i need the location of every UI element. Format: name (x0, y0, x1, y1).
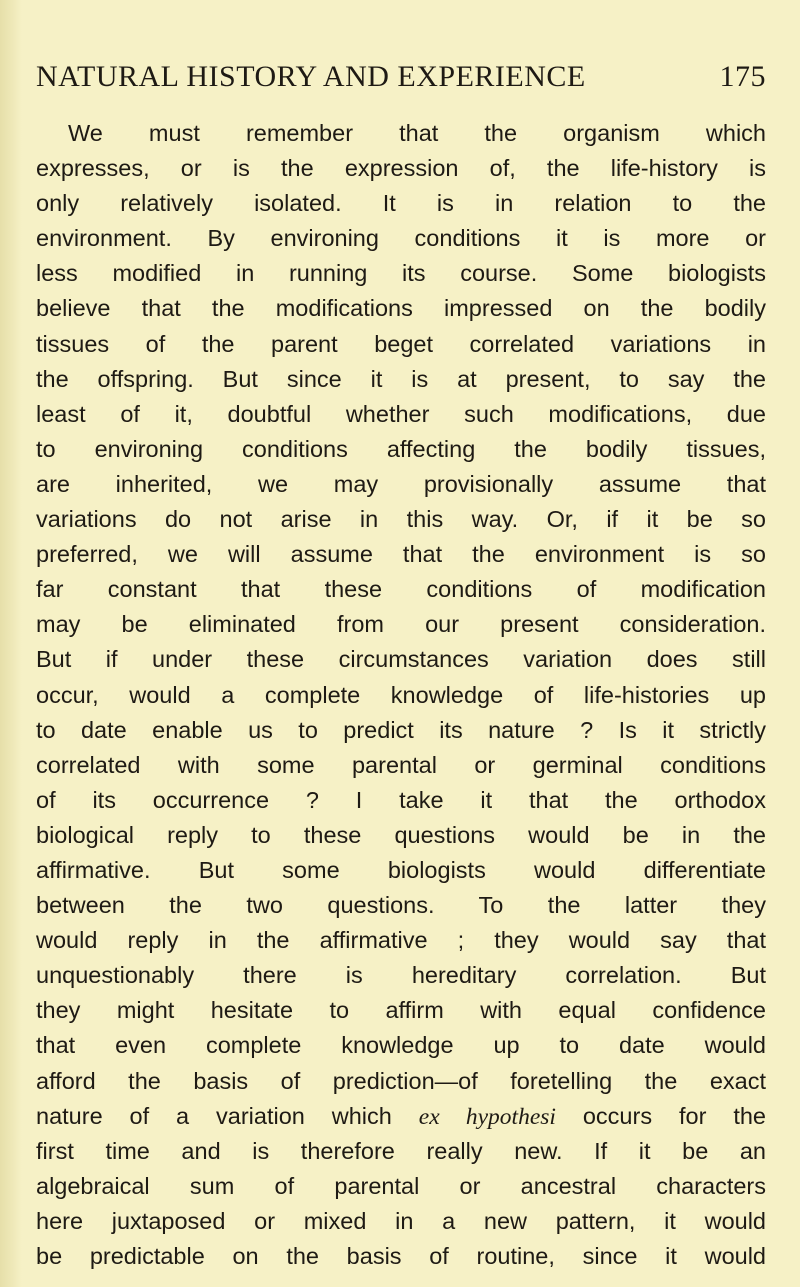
text-line: correlated with some parental or germinal conditions (36, 751, 766, 778)
text-line: variations do not arise in this way. Or, if it be so (36, 506, 766, 533)
text-segment: occurs for the (555, 1102, 766, 1129)
text-line: least of it, doubtful whether such modifications, due (36, 400, 766, 427)
text-line: tissues of the parent beget correlated variations in (36, 330, 766, 357)
text-line: believe that the modifications impressed on the bodily (36, 295, 766, 322)
running-header-title: NATURAL HISTORY AND EXPERIENCE (36, 60, 586, 93)
text-segment: nature of a variation which (36, 1102, 419, 1129)
text-line: the offspring. But since it is at present, to say the (36, 365, 766, 392)
text-line: affirmative. But some biologists would differentiate (36, 856, 766, 883)
text-line: environment. By environing conditions it is more or (36, 225, 766, 252)
text-line: are inherited, we may provisionally assume that (36, 470, 766, 497)
text-line: may be eliminated from our present consideration. (36, 611, 766, 638)
text-line: between the two questions. To the latter they (36, 892, 766, 919)
text-line: afford the basis of prediction—of foretelling the exact (36, 1067, 766, 1094)
text-line: preferred, we will assume that the environment is so (36, 541, 766, 568)
page-number: 175 (719, 60, 766, 93)
text-line: they might hesitate to affirm with equal confidence (36, 997, 766, 1024)
text-line: less modified in running its course. Some biologists (36, 260, 766, 287)
text-line: that even complete knowledge up to date would (36, 1032, 766, 1059)
text-line: would reply in the affirmative ; they would say that (36, 927, 766, 954)
text-line: first time and is therefore really new. If it be an (36, 1137, 766, 1164)
text-line: to date enable us to predict its nature ? Is it strictly (36, 716, 766, 743)
text-line: algebraical sum of parental or ancestral characters (36, 1172, 766, 1199)
text-line: of its occurrence ? I take it that the orthodox (36, 786, 766, 813)
text-line: occur, would a complete knowledge of life-histories up (36, 681, 766, 708)
text-line: here juxtaposed or mixed in a new pattern, it would (36, 1207, 766, 1234)
page-edge-shadow (0, 0, 22, 1287)
text-line: biological reply to these questions would be in the (36, 821, 766, 848)
text-line: to environing conditions affecting the bodily tissues, (36, 435, 766, 462)
italic-phrase: ex hypothesi (418, 1103, 556, 1130)
text-line: only relatively isolated. It is in relation to the (36, 190, 766, 217)
text-line: unquestionably there is hereditary correlation. But (36, 962, 766, 989)
body-text (36, 116, 766, 1274)
text-line: far constant that these conditions of modification (36, 576, 766, 603)
text-line: expresses, or is the expression of, the life-history is (36, 155, 766, 182)
text-line: We must remember that the organism which (68, 120, 766, 146)
text-line: be predictable on the basis of routine, since it would (36, 1243, 766, 1269)
running-header (36, 60, 766, 94)
text-line: But if under these circumstances variation does still (36, 646, 766, 673)
text-line-with-italic (36, 1099, 766, 1134)
